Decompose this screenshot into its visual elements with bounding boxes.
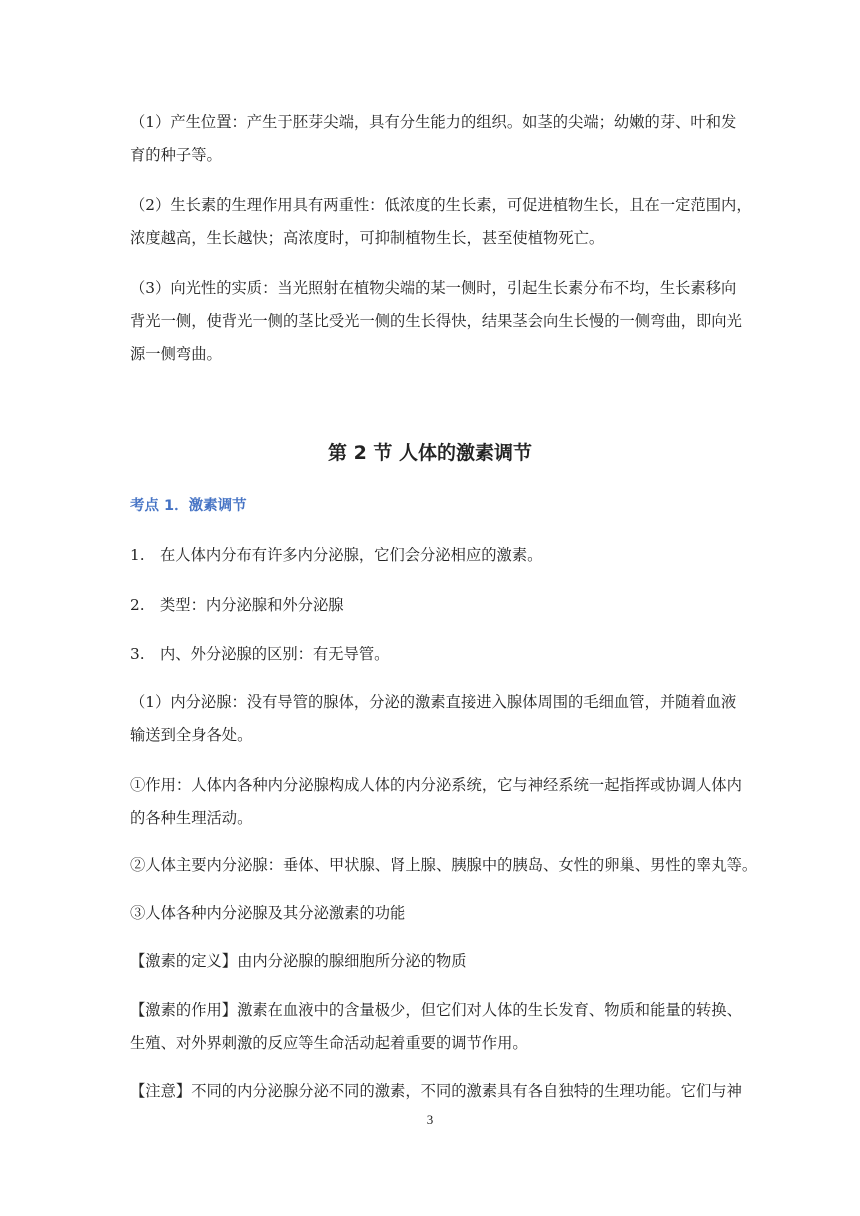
text-line: 浓度越高，生长越快；高浓度时，可抑制植物生长，甚至使植物死亡。 <box>130 229 605 247</box>
text-line: （1）产生位置：产生于胚芽尖端，具有分生能力的组织。如茎的尖端；幼嫩的芽、叶和发 <box>130 113 737 131</box>
text-line: 【注意】不同的内分泌腺分泌不同的激素，不同的激素具有各自独特的生理功能。它们与神 <box>130 1082 742 1100</box>
paragraph-auxin-dual-effect <box>130 189 752 255</box>
paragraph-main-glands <box>130 849 758 882</box>
text-line: 【激素的作用】激素在血液中的含量极少，但它们对人体的生长发育、物质和能量的转换、 <box>130 1001 742 1019</box>
text-line: （1）内分泌腺：没有导管的腺体，分泌的激素直接进入腺体周围的毛细血管，并随着血液 <box>130 693 737 711</box>
text-line: 背光一侧，使背光一侧的茎比受光一侧的生长得快，结果茎会向生长慢的一侧弯曲，即向光 <box>130 312 742 330</box>
list-item <box>130 539 734 572</box>
text-line: 生殖、对外界刺激的反应等生命活动起着重要的调节作用。 <box>130 1034 528 1052</box>
paragraph-gland-functions <box>130 897 734 930</box>
list-number: 1. <box>130 546 145 564</box>
page-number: 3 <box>426 1112 434 1127</box>
paragraph-production-site <box>130 106 737 172</box>
list-text: 类型：内分泌腺和外分泌腺 <box>160 596 344 614</box>
text-line: 育的种子等。 <box>130 146 222 164</box>
paragraph-phototropism <box>130 272 742 371</box>
text-line: （2）生长素的生理作用具有两重性：低浓度的生长素，可促进植物生长，且在一定范围内， <box>130 196 752 214</box>
paragraph-function <box>130 769 742 835</box>
list-item <box>130 589 734 622</box>
text-line: （3）向光性的实质：当光照射在植物尖端的某一侧时，引起生长素分布不均，生长素移向 <box>130 279 737 297</box>
paragraph-hormone-definition <box>130 945 734 978</box>
section-title: 第 2 节 人体的激素调节 <box>327 442 533 464</box>
paragraph-endocrine-gland <box>130 686 737 752</box>
text-line: ①作用：人体内各种内分泌腺构成人体的内分泌系统，它与神经系统一起指挥或协调人体内 <box>130 776 742 794</box>
text-line: 输送到全身各处。 <box>130 726 253 744</box>
text-line: 的各种生理活动。 <box>130 809 253 827</box>
list-text: 在人体内分布有许多内分泌腺，它们会分泌相应的激素。 <box>160 546 543 564</box>
text-line: ②人体主要内分泌腺：垂体、甲状腺、肾上腺、胰腺中的胰岛、女性的卵巢、男性的睾丸等。 <box>130 856 758 874</box>
text-line: 【激素的定义】由内分泌腺的腺细胞所分泌的物质 <box>130 952 467 970</box>
list-text: 内、外分泌腺的区别：有无导管。 <box>160 645 390 663</box>
list-number: 3. <box>130 645 145 663</box>
paragraph-hormone-role <box>130 994 742 1060</box>
exam-point-heading: 考点 1．激素调节 <box>130 498 247 514</box>
list-number: 2. <box>130 596 145 614</box>
list-item <box>130 638 734 671</box>
text-line: ③人体各种内分泌腺及其分泌激素的功能 <box>130 904 406 922</box>
paragraph-note <box>130 1075 742 1108</box>
text-line: 源一侧弯曲。 <box>130 345 222 363</box>
